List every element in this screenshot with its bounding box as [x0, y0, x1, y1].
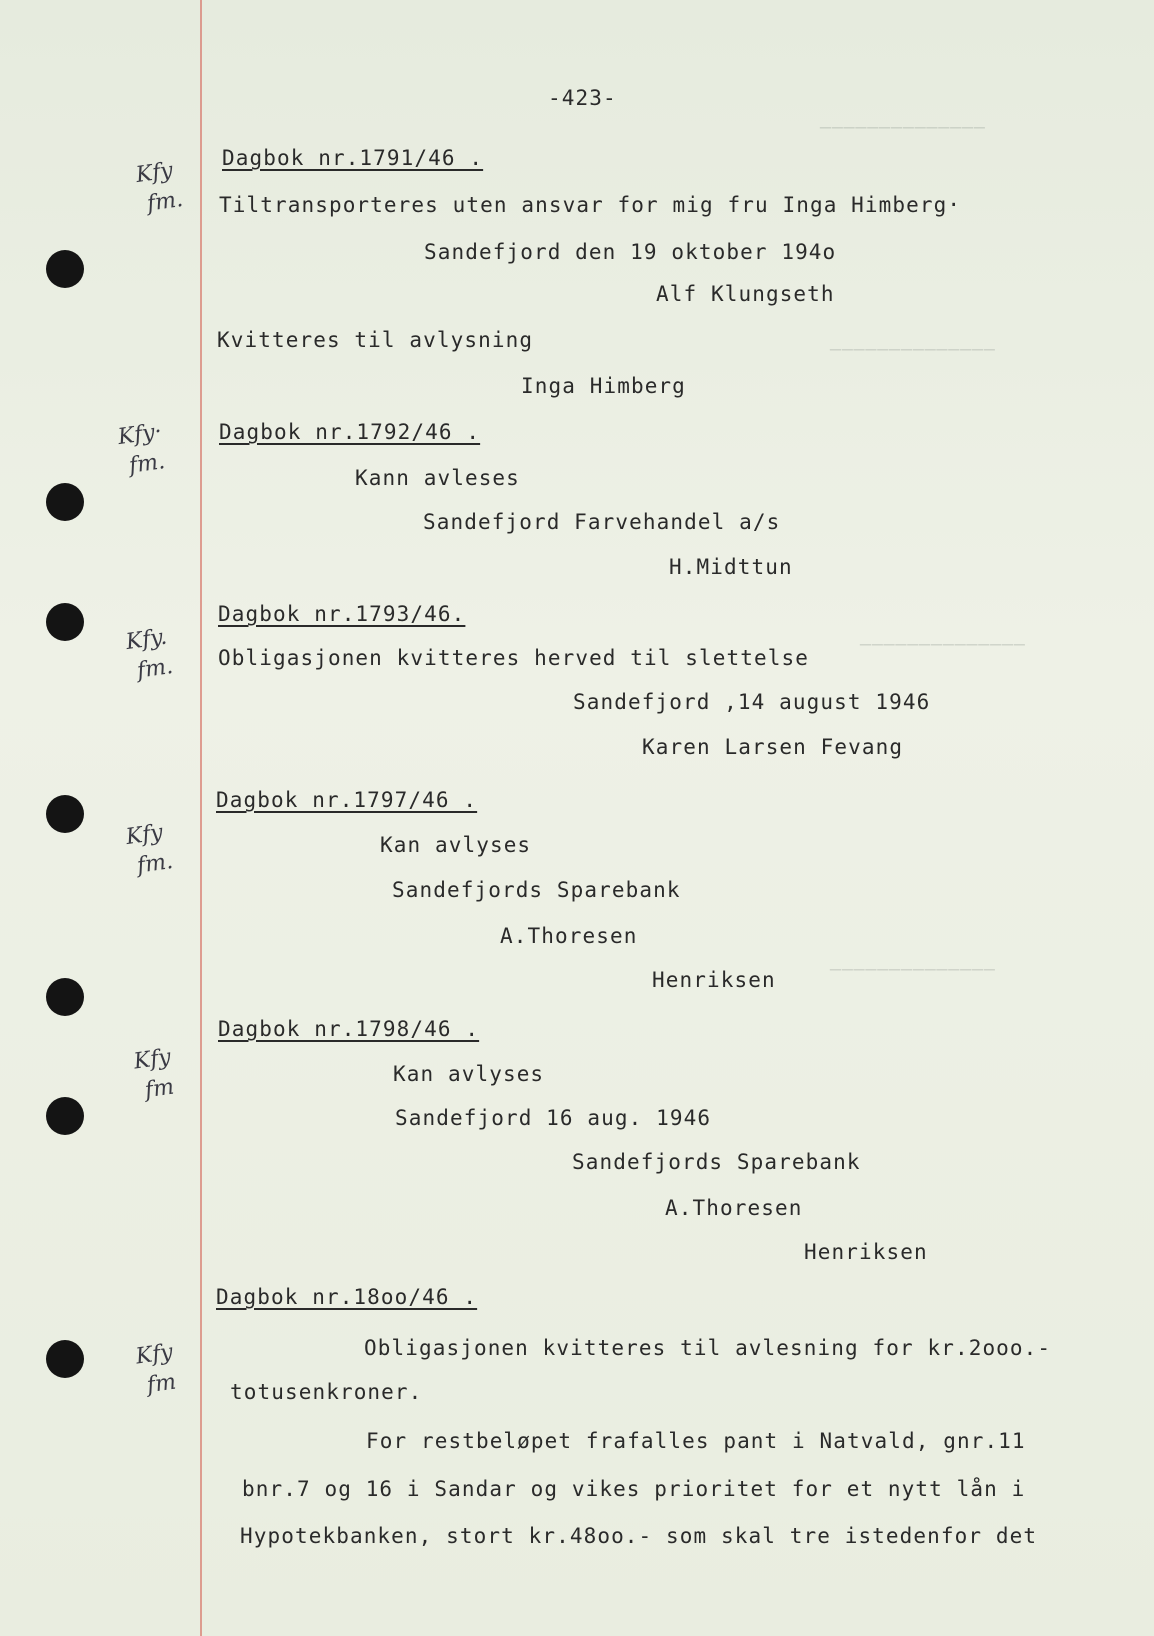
entry-text: Kan avlyses	[393, 1062, 545, 1086]
binder-hole	[46, 1340, 84, 1378]
binder-hole	[46, 483, 84, 521]
entry-heading: Dagbok nr.1798/46 .	[218, 1017, 480, 1041]
bleed-through: ──────────────	[820, 118, 986, 139]
handwritten-initials: Kfy fm.	[124, 820, 175, 879]
signature: Henriksen	[804, 1240, 928, 1264]
handwritten-initials: Kfy. fm.	[124, 624, 175, 684]
binder-hole	[46, 795, 84, 833]
entry-text: bnr.7 og 16 i Sandar og vikes prioritet for et nytt lån i	[242, 1477, 1026, 1501]
binder-hole	[46, 603, 84, 641]
signature: Henriksen	[652, 968, 776, 992]
handwritten-initials: Kfy fm	[134, 1339, 178, 1399]
entry-text: Obligasjonen kvitteres herved til slettelse	[218, 646, 809, 670]
handwritten-initials: Kfy fm.	[134, 158, 185, 217]
binder-hole	[46, 1097, 84, 1135]
signature: Sandefjords Sparebank	[572, 1150, 861, 1174]
entry-text: Sandefjords Sparebank	[392, 878, 681, 902]
signature: Karen Larsen Fevang	[642, 735, 904, 759]
entry-text: Obligasjonen kvitteres til avlesning for kr.2ooo.-	[364, 1336, 1052, 1360]
bleed-through: ──────────────	[830, 960, 996, 981]
entry-text: For restbeløpet frafalles pant i Natvald, gnr.11	[366, 1429, 1026, 1453]
entry-text: Sandefjord ,14 august 1946	[573, 690, 931, 714]
signature: A.Thoresen	[500, 924, 638, 948]
entry-text: Sandefjord den 19 oktober 194o	[424, 240, 837, 264]
entry-text: Hypotekbanken, stort kr.48oo.- som skal tre istedenfor det	[240, 1524, 1038, 1548]
entry-heading: Dagbok nr.1791/46 .	[222, 146, 484, 170]
entry-heading: Dagbok nr.1793/46.	[218, 602, 466, 626]
entry-text: totusenkroner.	[230, 1380, 423, 1404]
handwritten-initials: Kfy· fm.	[116, 419, 167, 479]
binder-hole	[46, 250, 84, 288]
page-number: -423-	[548, 86, 617, 110]
margin-rule	[200, 0, 202, 1636]
binder-hole	[46, 978, 84, 1016]
entry-text: Sandefjord 16 aug. 1946	[395, 1106, 712, 1130]
entry-text: Kan avlyses	[380, 833, 532, 857]
entry-text: Tiltransporteres uten ansvar for mig fru Inga Himberg·	[219, 193, 962, 217]
signature: H.Midttun	[669, 555, 793, 579]
handwritten-initials: Kfy fm	[132, 1044, 176, 1104]
entry-heading: Dagbok nr.1797/46 .	[216, 788, 478, 812]
bleed-through: ──────────────	[830, 340, 996, 361]
signature: A.Thoresen	[665, 1196, 803, 1220]
entry-heading: Dagbok nr.18oo/46 .	[216, 1285, 478, 1309]
entry-text: Kvitteres til avlysning	[217, 328, 534, 352]
signature: Inga Himberg	[521, 374, 686, 398]
entry-text: Sandefjord Farvehandel a/s	[423, 510, 781, 534]
bleed-through: ──────────────	[860, 635, 1026, 656]
signature: Alf Klungseth	[656, 282, 835, 306]
entry-text: Kann avleses	[355, 466, 520, 490]
entry-heading: Dagbok nr.1792/46 .	[219, 420, 481, 444]
